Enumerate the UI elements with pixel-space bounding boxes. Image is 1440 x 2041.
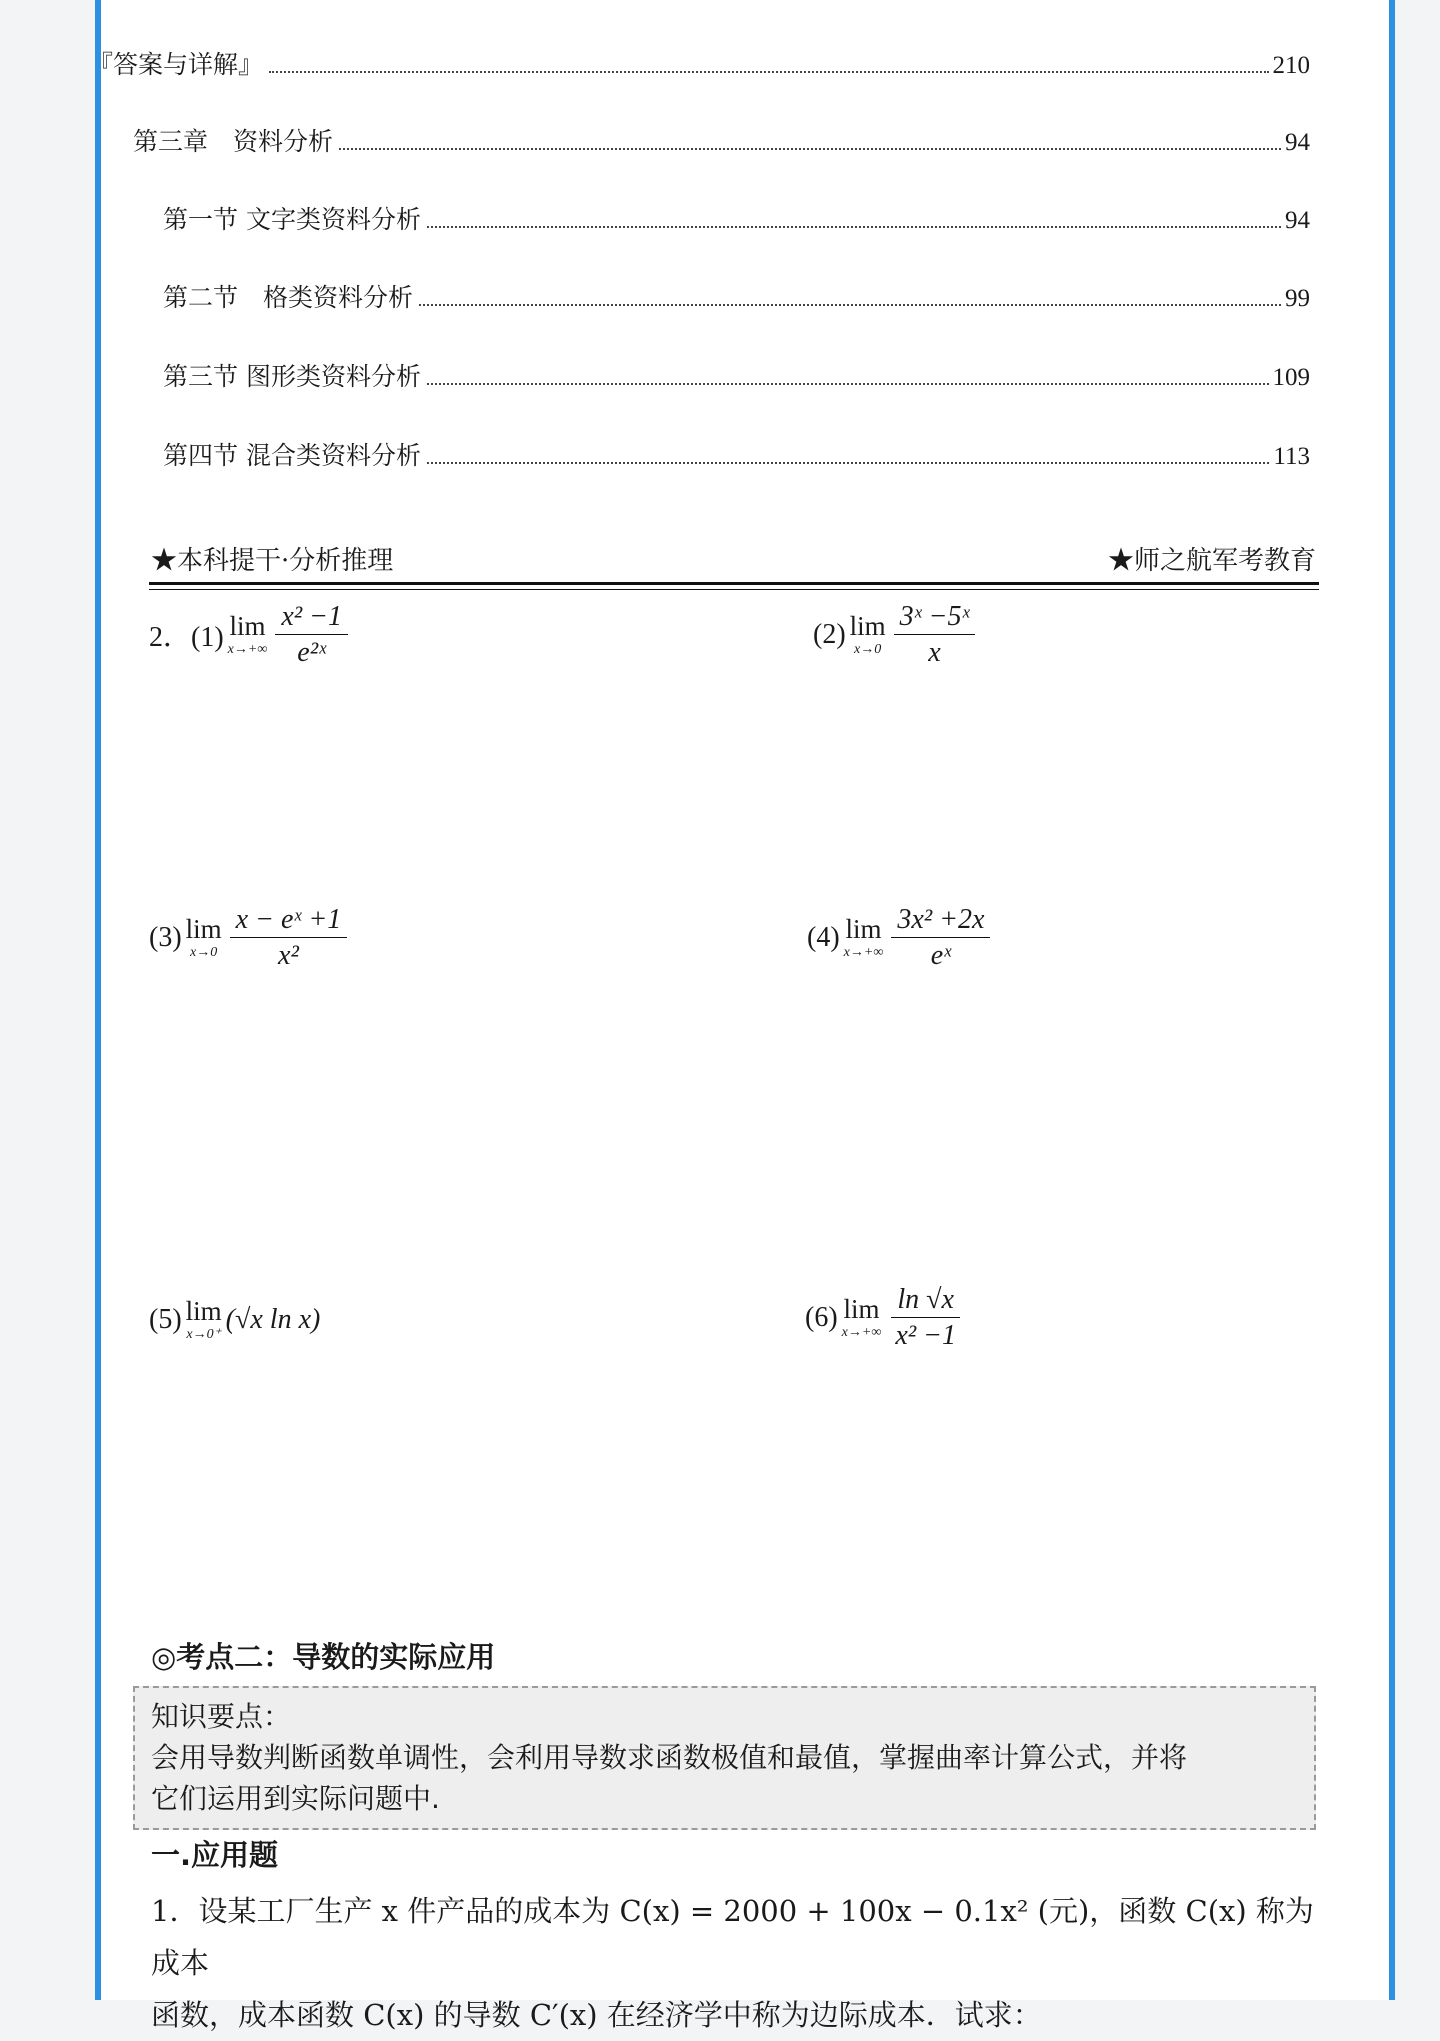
problem-label: (5) bbox=[149, 1304, 182, 1335]
toc-page: 94 bbox=[1285, 129, 1310, 156]
problem-label: (2) bbox=[813, 618, 846, 650]
denominator: x² −1 bbox=[895, 1320, 957, 1352]
toc-entry[interactable] bbox=[133, 122, 1310, 158]
numerator: 3ˣ −5ˣ bbox=[894, 602, 976, 635]
limit-operator bbox=[843, 913, 884, 960]
knowledge-line: 会用导数判断函数单调性，会利用导数求函数极值和最值，掌握曲率计算公式，并将 bbox=[151, 1741, 1188, 1774]
toc-title: 第四节 混合类资料分析 bbox=[163, 441, 421, 470]
toc-entry[interactable] bbox=[88, 45, 1310, 81]
numerator: 3x² +2x bbox=[891, 905, 990, 938]
toc-title: 『答案与详解』 bbox=[88, 50, 264, 79]
problem-label: (4) bbox=[807, 921, 840, 953]
header-right: ★师之航军考教育 bbox=[1107, 546, 1316, 576]
denominator: e²ˣ bbox=[297, 637, 327, 669]
header-rule-thick bbox=[149, 582, 1319, 585]
toc-leader bbox=[427, 383, 1269, 385]
fraction bbox=[894, 602, 976, 668]
toc-leader bbox=[339, 148, 1281, 150]
toc-leader bbox=[419, 304, 1281, 306]
toc-leader bbox=[427, 226, 1281, 228]
question-1 bbox=[151, 1885, 1321, 2041]
header-left: ★本科提干·分析推理 bbox=[151, 546, 394, 576]
limit-operator bbox=[849, 610, 886, 657]
toc-entry[interactable] bbox=[163, 278, 1310, 314]
problem-3 bbox=[149, 905, 347, 971]
limit-operator bbox=[227, 610, 268, 657]
lim-word: lim bbox=[185, 913, 222, 944]
problem-label: (6) bbox=[805, 1301, 838, 1333]
toc-title: 第二节 格类资料分析 bbox=[163, 283, 414, 312]
toc-title: 第三章 资料分析 bbox=[133, 127, 334, 156]
header-rule-thin bbox=[149, 589, 1319, 590]
limit-operator bbox=[841, 1293, 882, 1340]
lim-word: lim bbox=[843, 1293, 880, 1324]
lim-word: lim bbox=[185, 1296, 222, 1326]
toc-entry[interactable] bbox=[163, 357, 1310, 393]
question-line: 函数，成本函数 C(x) 的导数 C′(x) 在经济学中称为边际成本．试求： bbox=[151, 1998, 1042, 2032]
toc-leader bbox=[269, 71, 1268, 73]
toc-title: 第三节 图形类资料分析 bbox=[163, 362, 421, 391]
problem-6 bbox=[805, 1285, 962, 1351]
lim-subscript: x→0⁺ bbox=[186, 1327, 221, 1342]
lim-subscript: x→0 bbox=[190, 944, 218, 960]
problem-4 bbox=[807, 905, 990, 971]
toc-page: 94 bbox=[1285, 207, 1310, 234]
fraction bbox=[230, 905, 348, 971]
problem-2 bbox=[813, 602, 975, 668]
limit-operator bbox=[185, 913, 222, 960]
knowledge-label: 知识要点： bbox=[151, 1700, 292, 1733]
lim-subscript: x→+∞ bbox=[843, 944, 884, 960]
toc-page: 210 bbox=[1272, 52, 1310, 79]
fraction bbox=[275, 602, 348, 668]
numerator: ln √x bbox=[891, 1285, 960, 1318]
document-page bbox=[88, 0, 1395, 2032]
limit-operator bbox=[186, 1298, 222, 1342]
denominator: x bbox=[928, 637, 941, 669]
lim-subscript: x→+∞ bbox=[841, 1324, 882, 1340]
section-heading: 一.应用题 bbox=[151, 1838, 279, 1872]
lim-word: lim bbox=[849, 610, 886, 641]
toc-title: 第一节 文字类资料分析 bbox=[163, 205, 421, 234]
toc-entry[interactable] bbox=[163, 436, 1310, 472]
problem-label: (3) bbox=[149, 921, 182, 953]
toc-page: 99 bbox=[1285, 285, 1310, 312]
toc-entry[interactable] bbox=[163, 200, 1310, 236]
lim-word: lim bbox=[229, 610, 266, 641]
fraction bbox=[891, 905, 990, 971]
problem-label: 2．(1) bbox=[149, 621, 224, 653]
limit-expression: (√x ln x) bbox=[225, 1304, 321, 1335]
lim-subscript: x→+∞ bbox=[227, 641, 268, 657]
lim-subscript: x→0 bbox=[854, 641, 882, 657]
numerator: x − eˣ +1 bbox=[230, 905, 348, 938]
fraction bbox=[889, 1285, 962, 1351]
problem-1 bbox=[149, 602, 348, 668]
toc-page: 113 bbox=[1273, 443, 1310, 470]
knowledge-line: 它们运用到实际问题中. bbox=[151, 1782, 440, 1815]
question-line: 1．设某工厂生产 x 件产品的成本为 C(x) = 2000 + 100x − 0.1x² (元)，函数 C(x) 称为成本 bbox=[151, 1894, 1314, 1980]
toc-leader bbox=[427, 462, 1269, 464]
toc-page: 109 bbox=[1272, 364, 1310, 391]
problem-5 bbox=[149, 1298, 320, 1342]
numerator: x² −1 bbox=[275, 602, 348, 635]
denominator: x² bbox=[278, 940, 299, 972]
section-heading-keypoint: ◎考点二：导数的实际应用 bbox=[151, 1640, 496, 1674]
lim-word: lim bbox=[845, 913, 882, 944]
knowledge-box bbox=[133, 1686, 1316, 1830]
denominator: eˣ bbox=[930, 940, 952, 972]
